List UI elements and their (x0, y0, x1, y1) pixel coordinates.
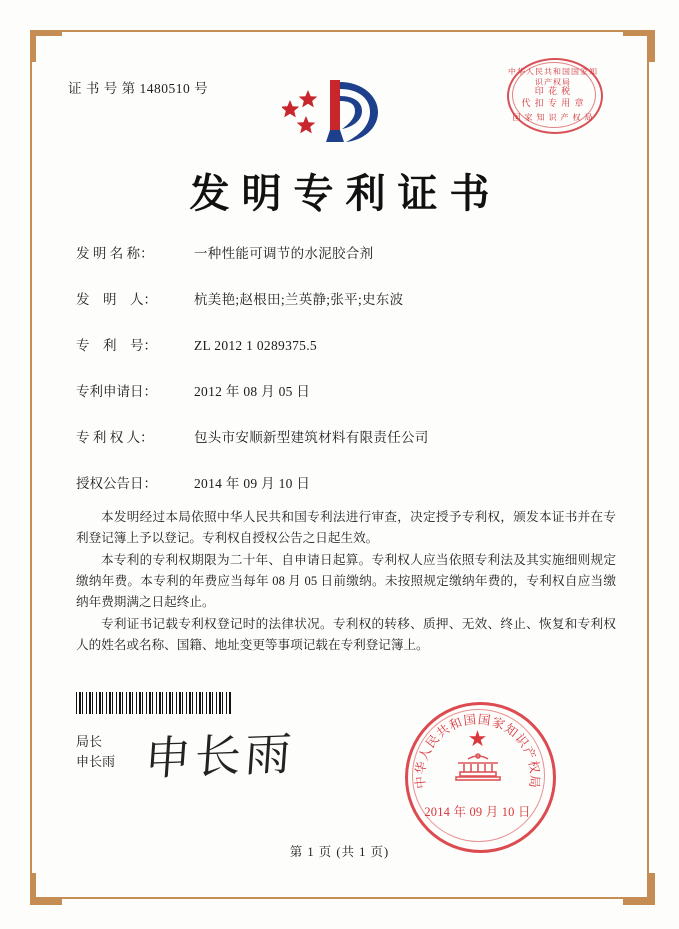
sipo-logo-icon (282, 72, 404, 150)
field-row (76, 334, 619, 354)
page-title: 发明专利证书 (189, 170, 502, 217)
signatory-name: 申长雨 (76, 754, 116, 769)
field-value: 一种性能可调节的水泥胶合剂 (194, 246, 374, 261)
field-value: 包头市安顺新型建筑材料有限责任公司 (194, 430, 429, 445)
field-label: 授权公告日： (76, 476, 157, 491)
field-value: 杭美艳;赵根田;兰英静;张平;史东波 (194, 292, 404, 307)
tax-stamp-arc-top: 中华人民共和国国家知识产权局 (508, 67, 598, 87)
body-paragraph: 专利证书记载专利权登记时的法律状况。专利权的转移、质押、无效、终止、恢复和专利权人的姓名或名称、国籍、地址变更等事项记载在专利登记簿上。 (76, 617, 616, 652)
field-label: 专 利 号： (76, 338, 157, 353)
tax-stamp-line1: 印 花 税 (534, 86, 572, 96)
field-row (76, 242, 619, 262)
seal-top-text: 中华人民共和国国家知识产权局 (413, 712, 542, 790)
signature-block (76, 732, 115, 772)
page-footer: 第 1 页 (共 1 页) (289, 845, 390, 859)
national-emblem-icon (450, 750, 506, 792)
field-label: 发 明 人： (76, 292, 157, 307)
certificate-content (60, 52, 619, 877)
field-list (76, 242, 619, 518)
corner-ornament-top-left (30, 30, 62, 62)
corner-ornament-bottom-right (623, 873, 655, 905)
field-row (76, 426, 619, 446)
field-label: 专利申请日： (76, 384, 157, 399)
body-paragraph: 本发明经过本局依照中华人民共和国专利法进行审查，决定授予专利权，颁发本证书并在专利登记簿上予以登记。专利权自授权公告之日起生效。 (76, 510, 616, 545)
field-row (76, 472, 619, 492)
seal-star-icon: ★ (467, 726, 488, 751)
body-paragraph: 本专利的专利权期限为二十年、自申请日起算。专利权人应当依照专利法及其实施细则规定缴纳年费。本专利的年费应当每年 08 月 05 日前缴纳。未按照规定缴纳年费的，专利权自应当缴纳年费期满之日起终止。 (76, 553, 616, 609)
body-text (76, 507, 616, 657)
certificate-number: 证 书 号 第 1480510 号 (68, 81, 209, 96)
field-label: 发 明 名 称： (76, 246, 154, 261)
official-seal-icon (405, 702, 550, 847)
field-value: 2014 年 09 月 10 日 (194, 476, 311, 491)
signatory-title: 局长 (76, 734, 103, 749)
field-row (76, 288, 619, 308)
tax-stamp-arc-bottom: 国 家 知 识 产 权 局 (512, 113, 594, 122)
field-label: 专 利 权 人： (76, 430, 154, 445)
field-row (76, 380, 619, 400)
tax-stamp-line2: 代 扣 专 用 章 (521, 98, 585, 108)
field-value: ZL 2012 1 0289375.5 (194, 338, 317, 353)
tax-stamp-icon (507, 58, 599, 130)
handwritten-signature: 申长雨 (142, 726, 297, 786)
corner-ornament-bottom-left (30, 873, 62, 905)
seal-date: 2014 年 09 月 10 日 (424, 805, 531, 819)
barcode (76, 692, 231, 714)
field-value: 2012 年 08 月 05 日 (194, 384, 311, 399)
corner-ornament-top-right (623, 30, 655, 62)
